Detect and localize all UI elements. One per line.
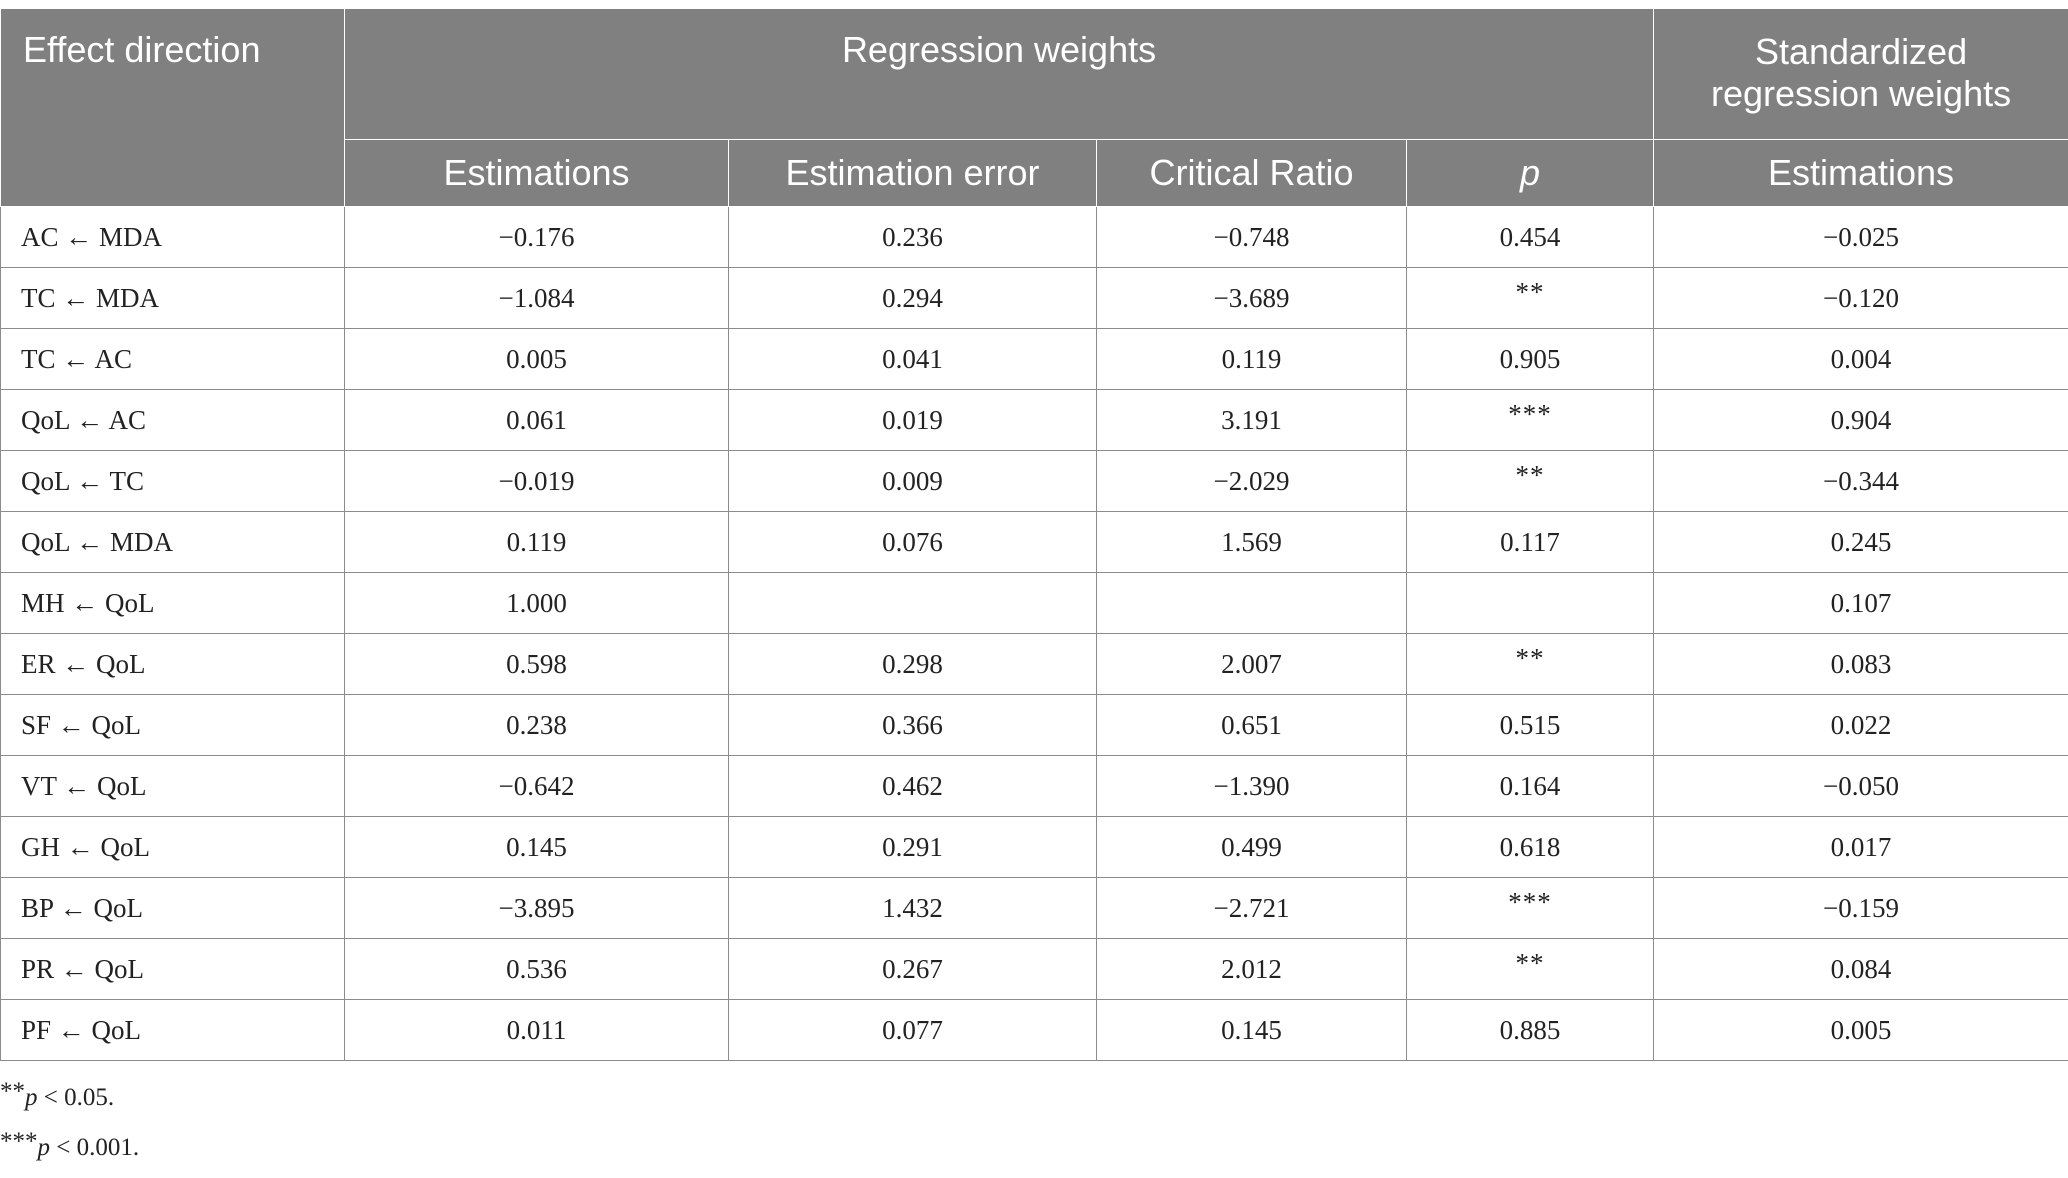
effect-direction-cell-value: MH ← QoL: [21, 587, 155, 618]
critical-ratio-cell-value: 3.191: [1221, 404, 1282, 435]
standardized-estimation-cell: [1654, 1000, 2068, 1061]
p-value-cell-value: **: [1515, 459, 1545, 490]
effect-direction-cell: [1, 878, 345, 939]
estimation-cell: [345, 512, 729, 573]
p-value-cell-value: **: [1515, 947, 1545, 978]
estimation-cell-value: 0.011: [506, 1014, 567, 1045]
estimation-error-cell: [729, 329, 1097, 390]
effect-direction-cell: [1, 268, 345, 329]
p-value-cell: [1407, 512, 1654, 573]
standardized-estimation-cell-value: −0.120: [1823, 282, 1900, 313]
standardized-estimation-cell-value: −0.344: [1823, 465, 1900, 496]
critical-ratio-cell-value: 2.007: [1221, 648, 1282, 679]
estimation-cell-value: −0.019: [498, 465, 575, 496]
effect-direction-cell-value: PR ← QoL: [21, 953, 145, 984]
effect-direction-cell-value: SF ← QoL: [21, 709, 142, 740]
estimation-error-cell: [729, 207, 1097, 268]
footnote-p-symbol: p: [37, 1134, 50, 1161]
critical-ratio-cell: [1097, 695, 1407, 756]
critical-ratio-cell: [1097, 634, 1407, 695]
table-row: [1, 390, 2068, 451]
estimation-cell-value: 1.000: [506, 587, 567, 618]
estimation-cell: [345, 390, 729, 451]
standardized-estimation-cell: [1654, 939, 2068, 1000]
estimation-error-cell: [729, 817, 1097, 878]
table-row: [1, 451, 2068, 512]
standardized-estimation-cell: [1654, 329, 2068, 390]
critical-ratio-cell: [1097, 817, 1407, 878]
critical-ratio-cell-value: −2.721: [1213, 892, 1290, 923]
standardized-estimation-cell-value: −0.159: [1823, 892, 1900, 923]
critical-ratio-cell-value: 0.651: [1221, 709, 1282, 740]
effect-direction-cell: [1, 329, 345, 390]
standardized-estimation-cell: [1654, 390, 2068, 451]
regression-weights-header: Regression weights: [345, 9, 1654, 140]
estimation-cell-value: 0.238: [506, 709, 567, 740]
p-value-cell: [1407, 634, 1654, 695]
table-row: [1, 878, 2068, 939]
standardized-estimation-cell-value: 0.084: [1830, 953, 1892, 984]
estimation-error-cell-value: 0.462: [882, 770, 943, 801]
estimation-cell: [345, 756, 729, 817]
effect-direction-cell: [1, 512, 345, 573]
critical-ratio-cell: [1097, 939, 1407, 1000]
effect-direction-cell-value: QoL ← MDA: [21, 526, 173, 557]
p-value-cell: [1407, 451, 1654, 512]
estimation-error-cell: [729, 1000, 1097, 1061]
standardized-estimation-cell-value: 0.022: [1830, 709, 1892, 740]
standardized-estimation-cell-value: −0.025: [1823, 221, 1900, 252]
critical-ratio-cell: [1097, 390, 1407, 451]
critical-ratio-cell: [1097, 878, 1407, 939]
estimation-error-cell-value: 0.366: [882, 709, 943, 740]
critical-ratio-cell-value: 0.119: [1221, 343, 1282, 374]
estimation-cell: [345, 451, 729, 512]
estimations-header: Estimations: [345, 140, 729, 207]
effect-direction-cell-value: BP ← QoL: [21, 892, 144, 923]
estimation-error-cell-value: 0.294: [882, 282, 943, 313]
effect-direction-cell: [1, 634, 345, 695]
critical-ratio-cell: [1097, 207, 1407, 268]
p-value-cell: [1407, 329, 1654, 390]
effect-direction-header: Effect direction: [1, 9, 345, 207]
table-footnotes: [0, 1078, 139, 1178]
estimation-cell-value: 0.145: [506, 831, 567, 862]
estimation-cell: [345, 817, 729, 878]
p-value-cell-value: ***: [1508, 886, 1552, 917]
effect-direction-cell-value: GH ← QoL: [21, 831, 150, 862]
footnote-stars: ***: [0, 1128, 38, 1155]
critical-ratio-cell: [1097, 268, 1407, 329]
p-value-header: p: [1407, 140, 1654, 207]
estimation-error-cell-value: 0.236: [882, 221, 943, 252]
table-row: [1, 573, 2068, 634]
estimation-cell-value: −0.176: [498, 221, 575, 252]
effect-direction-cell: [1, 451, 345, 512]
estimation-error-cell: [729, 695, 1097, 756]
critical-ratio-cell: [1097, 573, 1407, 634]
estimation-error-cell-value: 0.041: [882, 343, 943, 374]
standardized-estimation-cell-value: 0.904: [1830, 404, 1892, 435]
footnote-stars: **: [0, 1078, 25, 1105]
critical-ratio-cell: [1097, 451, 1407, 512]
critical-ratio-cell: [1097, 1000, 1407, 1061]
table-row: [1, 756, 2068, 817]
critical-ratio-header: Critical Ratio: [1097, 140, 1407, 207]
standardized-estimation-cell-value: −0.050: [1823, 770, 1900, 801]
standardized-estimation-cell: [1654, 512, 2068, 573]
effect-direction-cell-value: VT ← QoL: [21, 770, 147, 801]
estimation-error-cell: [729, 939, 1097, 1000]
table-row: [1, 1000, 2068, 1061]
critical-ratio-cell-value: 0.145: [1221, 1014, 1282, 1045]
standardized-estimation-cell-value: 0.004: [1830, 343, 1892, 374]
critical-ratio-cell-value: 2.012: [1221, 953, 1282, 984]
standardized-estimation-cell: [1654, 451, 2068, 512]
p-value-cell-value: **: [1515, 642, 1545, 673]
estimation-cell-value: 0.005: [506, 343, 567, 374]
standardized-estimation-cell: [1654, 695, 2068, 756]
estimation-cell-value: 0.061: [506, 404, 567, 435]
critical-ratio-cell: [1097, 512, 1407, 573]
estimation-error-cell-value: 0.077: [882, 1014, 943, 1045]
estimation-error-cell: [729, 268, 1097, 329]
p-value-cell-value: ***: [1508, 398, 1552, 429]
p-value-cell-value: 0.164: [1499, 770, 1561, 801]
table-row: [1, 329, 2068, 390]
p-value-cell-value: 0.618: [1499, 831, 1561, 862]
p-value-cell-value: 0.885: [1499, 1014, 1561, 1045]
estimation-error-cell-value: 1.432: [882, 892, 943, 923]
standardized-estimation-cell: [1654, 268, 2068, 329]
effect-direction-cell: [1, 939, 345, 1000]
regression-table: [0, 8, 2068, 1061]
estimation-error-cell-value: 0.076: [882, 526, 943, 557]
table-row: [1, 634, 2068, 695]
critical-ratio-cell: [1097, 329, 1407, 390]
estimation-cell: [345, 268, 729, 329]
estimation-error-cell-value: 0.019: [882, 404, 943, 435]
estimation-cell: [345, 573, 729, 634]
footnote-threshold: < 0.001.: [50, 1134, 140, 1161]
effect-direction-cell-value: QoL ← AC: [21, 404, 147, 435]
effect-direction-cell: [1, 1000, 345, 1061]
footnote-p-symbol: p: [25, 1084, 38, 1111]
estimation-cell-value: −3.895: [498, 892, 575, 923]
critical-ratio-cell-value: −2.029: [1213, 465, 1290, 496]
standardized-estimation-cell: [1654, 756, 2068, 817]
p-value-cell-value: 0.117: [1500, 526, 1560, 557]
table-body: [1, 207, 2068, 1061]
standardized-estimation-cell-value: 0.245: [1830, 526, 1892, 557]
effect-direction-cell-value: TC ← AC: [21, 343, 133, 374]
estimation-error-cell: [729, 756, 1097, 817]
table-row: [1, 512, 2068, 573]
table-header: [1, 9, 2068, 207]
critical-ratio-cell: [1097, 756, 1407, 817]
estimation-cell: [345, 329, 729, 390]
table-row: [1, 939, 2068, 1000]
estimation-error-cell-value: 0.009: [882, 465, 943, 496]
estimation-cell: [345, 695, 729, 756]
critical-ratio-cell-value: −3.689: [1213, 282, 1290, 313]
critical-ratio-cell-value: 1.569: [1221, 526, 1282, 557]
estimation-error-cell: [729, 878, 1097, 939]
p-value-cell: [1407, 878, 1654, 939]
standardized-estimation-cell-value: 0.083: [1830, 648, 1892, 679]
critical-ratio-cell-value: 0.499: [1221, 831, 1282, 862]
estimation-error-cell: [729, 390, 1097, 451]
p-value-cell-value: 0.905: [1499, 343, 1561, 374]
estimation-error-cell: [729, 451, 1097, 512]
table-row: [1, 817, 2068, 878]
estimation-cell: [345, 1000, 729, 1061]
table-row: [1, 268, 2068, 329]
standardized-estimation-cell: [1654, 573, 2068, 634]
estimation-error-cell-value: 0.267: [882, 953, 943, 984]
p-value-cell: [1407, 939, 1654, 1000]
standardized-estimation-cell: [1654, 207, 2068, 268]
estimation-cell-value: −0.642: [498, 770, 575, 801]
standardized-estimation-cell: [1654, 878, 2068, 939]
estimation-cell-value: 0.536: [506, 953, 567, 984]
estimation-cell: [345, 878, 729, 939]
effect-direction-cell: [1, 756, 345, 817]
critical-ratio-cell-value: −0.748: [1213, 221, 1290, 252]
effect-direction-cell: [1, 207, 345, 268]
p-value-cell: [1407, 1000, 1654, 1061]
effect-direction-cell: [1, 695, 345, 756]
standardized-weights-header-text: Standardized regression weights: [1710, 31, 2012, 114]
table-row: [1, 695, 2068, 756]
effect-direction-cell-value: QoL ← TC: [21, 465, 145, 496]
estimation-cell: [345, 207, 729, 268]
effect-direction-cell: [1, 817, 345, 878]
p-value-cell-value: 0.515: [1499, 709, 1561, 740]
footnote-threshold: < 0.05.: [37, 1084, 115, 1111]
regression-table-container: [0, 8, 2068, 1061]
estimation-cell-value: 0.598: [506, 648, 567, 679]
p-value-cell: [1407, 390, 1654, 451]
estimation-error-cell-value: 0.298: [882, 648, 943, 679]
estimation-error-header: Estimation error: [729, 140, 1097, 207]
footnote-significance-0001: [0, 1128, 139, 1178]
standardized-weights-header: [1654, 9, 2068, 140]
effect-direction-cell-value: AC ← MDA: [21, 221, 163, 252]
effect-direction-cell: [1, 390, 345, 451]
estimation-cell: [345, 634, 729, 695]
estimation-error-cell: [729, 573, 1097, 634]
p-value-cell: [1407, 573, 1654, 634]
standardized-estimation-cell-value: 0.017: [1830, 831, 1892, 862]
estimation-error-cell: [729, 634, 1097, 695]
critical-ratio-cell-value: −1.390: [1213, 770, 1290, 801]
standardized-estimation-cell: [1654, 634, 2068, 695]
footnote-significance-005: [0, 1078, 139, 1128]
effect-direction-cell-value: ER ← QoL: [21, 648, 146, 679]
estimation-error-cell-value: 0.291: [882, 831, 943, 862]
estimation-cell: [345, 939, 729, 1000]
standardized-estimation-cell-value: 0.005: [1830, 1014, 1892, 1045]
table-row: [1, 207, 2068, 268]
effect-direction-cell: [1, 573, 345, 634]
standardized-estimation-cell: [1654, 817, 2068, 878]
effect-direction-cell-value: PF ← QoL: [21, 1014, 142, 1045]
p-value-cell: [1407, 268, 1654, 329]
estimation-error-cell: [729, 512, 1097, 573]
p-value-cell: [1407, 695, 1654, 756]
p-value-cell-value: 0.454: [1499, 221, 1561, 252]
estimation-cell-value: 0.119: [506, 526, 567, 557]
effect-direction-cell-value: TC ← MDA: [21, 282, 160, 313]
p-value-cell: [1407, 207, 1654, 268]
standardized-estimation-cell-value: 0.107: [1830, 587, 1892, 618]
estimation-cell-value: −1.084: [498, 282, 575, 313]
p-value-cell: [1407, 756, 1654, 817]
standardized-estimations-header: Estimations: [1654, 140, 2068, 207]
p-value-cell: [1407, 817, 1654, 878]
p-value-cell-value: **: [1515, 276, 1545, 307]
